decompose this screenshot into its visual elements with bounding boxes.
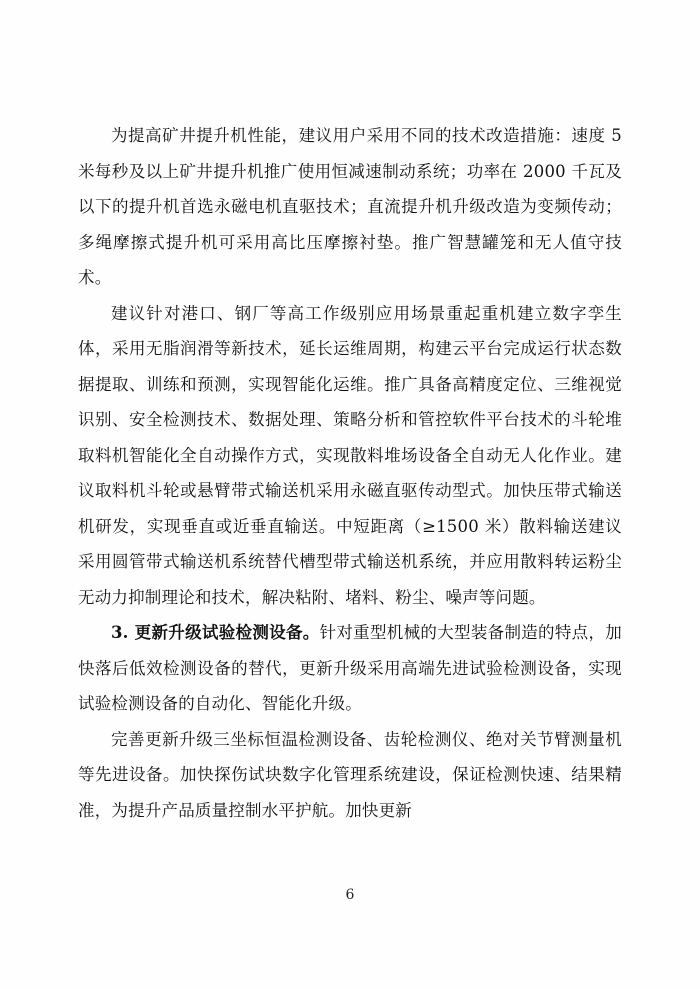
paragraph-text: 为提高矿井提升机性能，建议用户采用不同的技术改造措施：速度 5 米每秒及以上矿井提升机推广使用恒减速制动系统；功率在 2000 千瓦及以下的提升机首选永磁电机直驱技术；直流提升机升级改造为变频传动；多绳摩擦式提升机可采用高比压摩擦衬垫。推广智慧罐笼和无人值守技术。 — [78, 126, 622, 287]
paragraph-text: 建议针对港口、钢厂等高工作级别应用场景重起重机建立数字孪生体，采用无脂润滑等新技术，延长运维周期，构建云平台完成运行状态数据提取、训练和预测，实现智能化运维。推广具备高精度定位、三维视觉识别、安全检测技术、数据处理、策略分析和管控软件平台技术的斗轮堆取料机智能化全自动操作方式，实现散料堆场设备全自动无人化作业。建议取料机斗轮或悬臂带式输送机采用永磁直驱传动型式。加快压带式输送机研发，实现垂直或近垂直输送。中短距离（≥1500 米）散料输送建议采用圆管带式输送机系统替代槽型带式输送机系统，并应用散料转运粉尘无动力抑制理论和技术，解决粘附、堵料、粉尘、噪声等问题。 — [78, 303, 622, 607]
paragraph-test-equipment — [78, 615, 622, 722]
paragraph-digital-twin — [78, 296, 622, 616]
paragraph-mine-hoist — [78, 118, 622, 296]
paragraph-text: 完善更新升级三坐标恒温检测设备、齿轮检测仪、绝对关节臂测量机等先进设备。加快探伤试块数字化管理系统建设，保证检测快速、结果精准，为提升产品质量控制水平护航。加快更新 — [78, 729, 622, 820]
page-number: 6 — [345, 887, 355, 903]
document-body — [78, 118, 622, 828]
paragraph-upgrade-detail — [78, 722, 622, 829]
paragraph-text: 针对重型机械的大型装备制造的特点，加快落后低效检测设备的替代，更新升级采用高端先进试验检测设备，实现试验检测设备的自动化、智能化升级。 — [78, 623, 622, 713]
paragraph-heading-lead: 3. 更新升级试验检测设备。 — [111, 623, 320, 642]
